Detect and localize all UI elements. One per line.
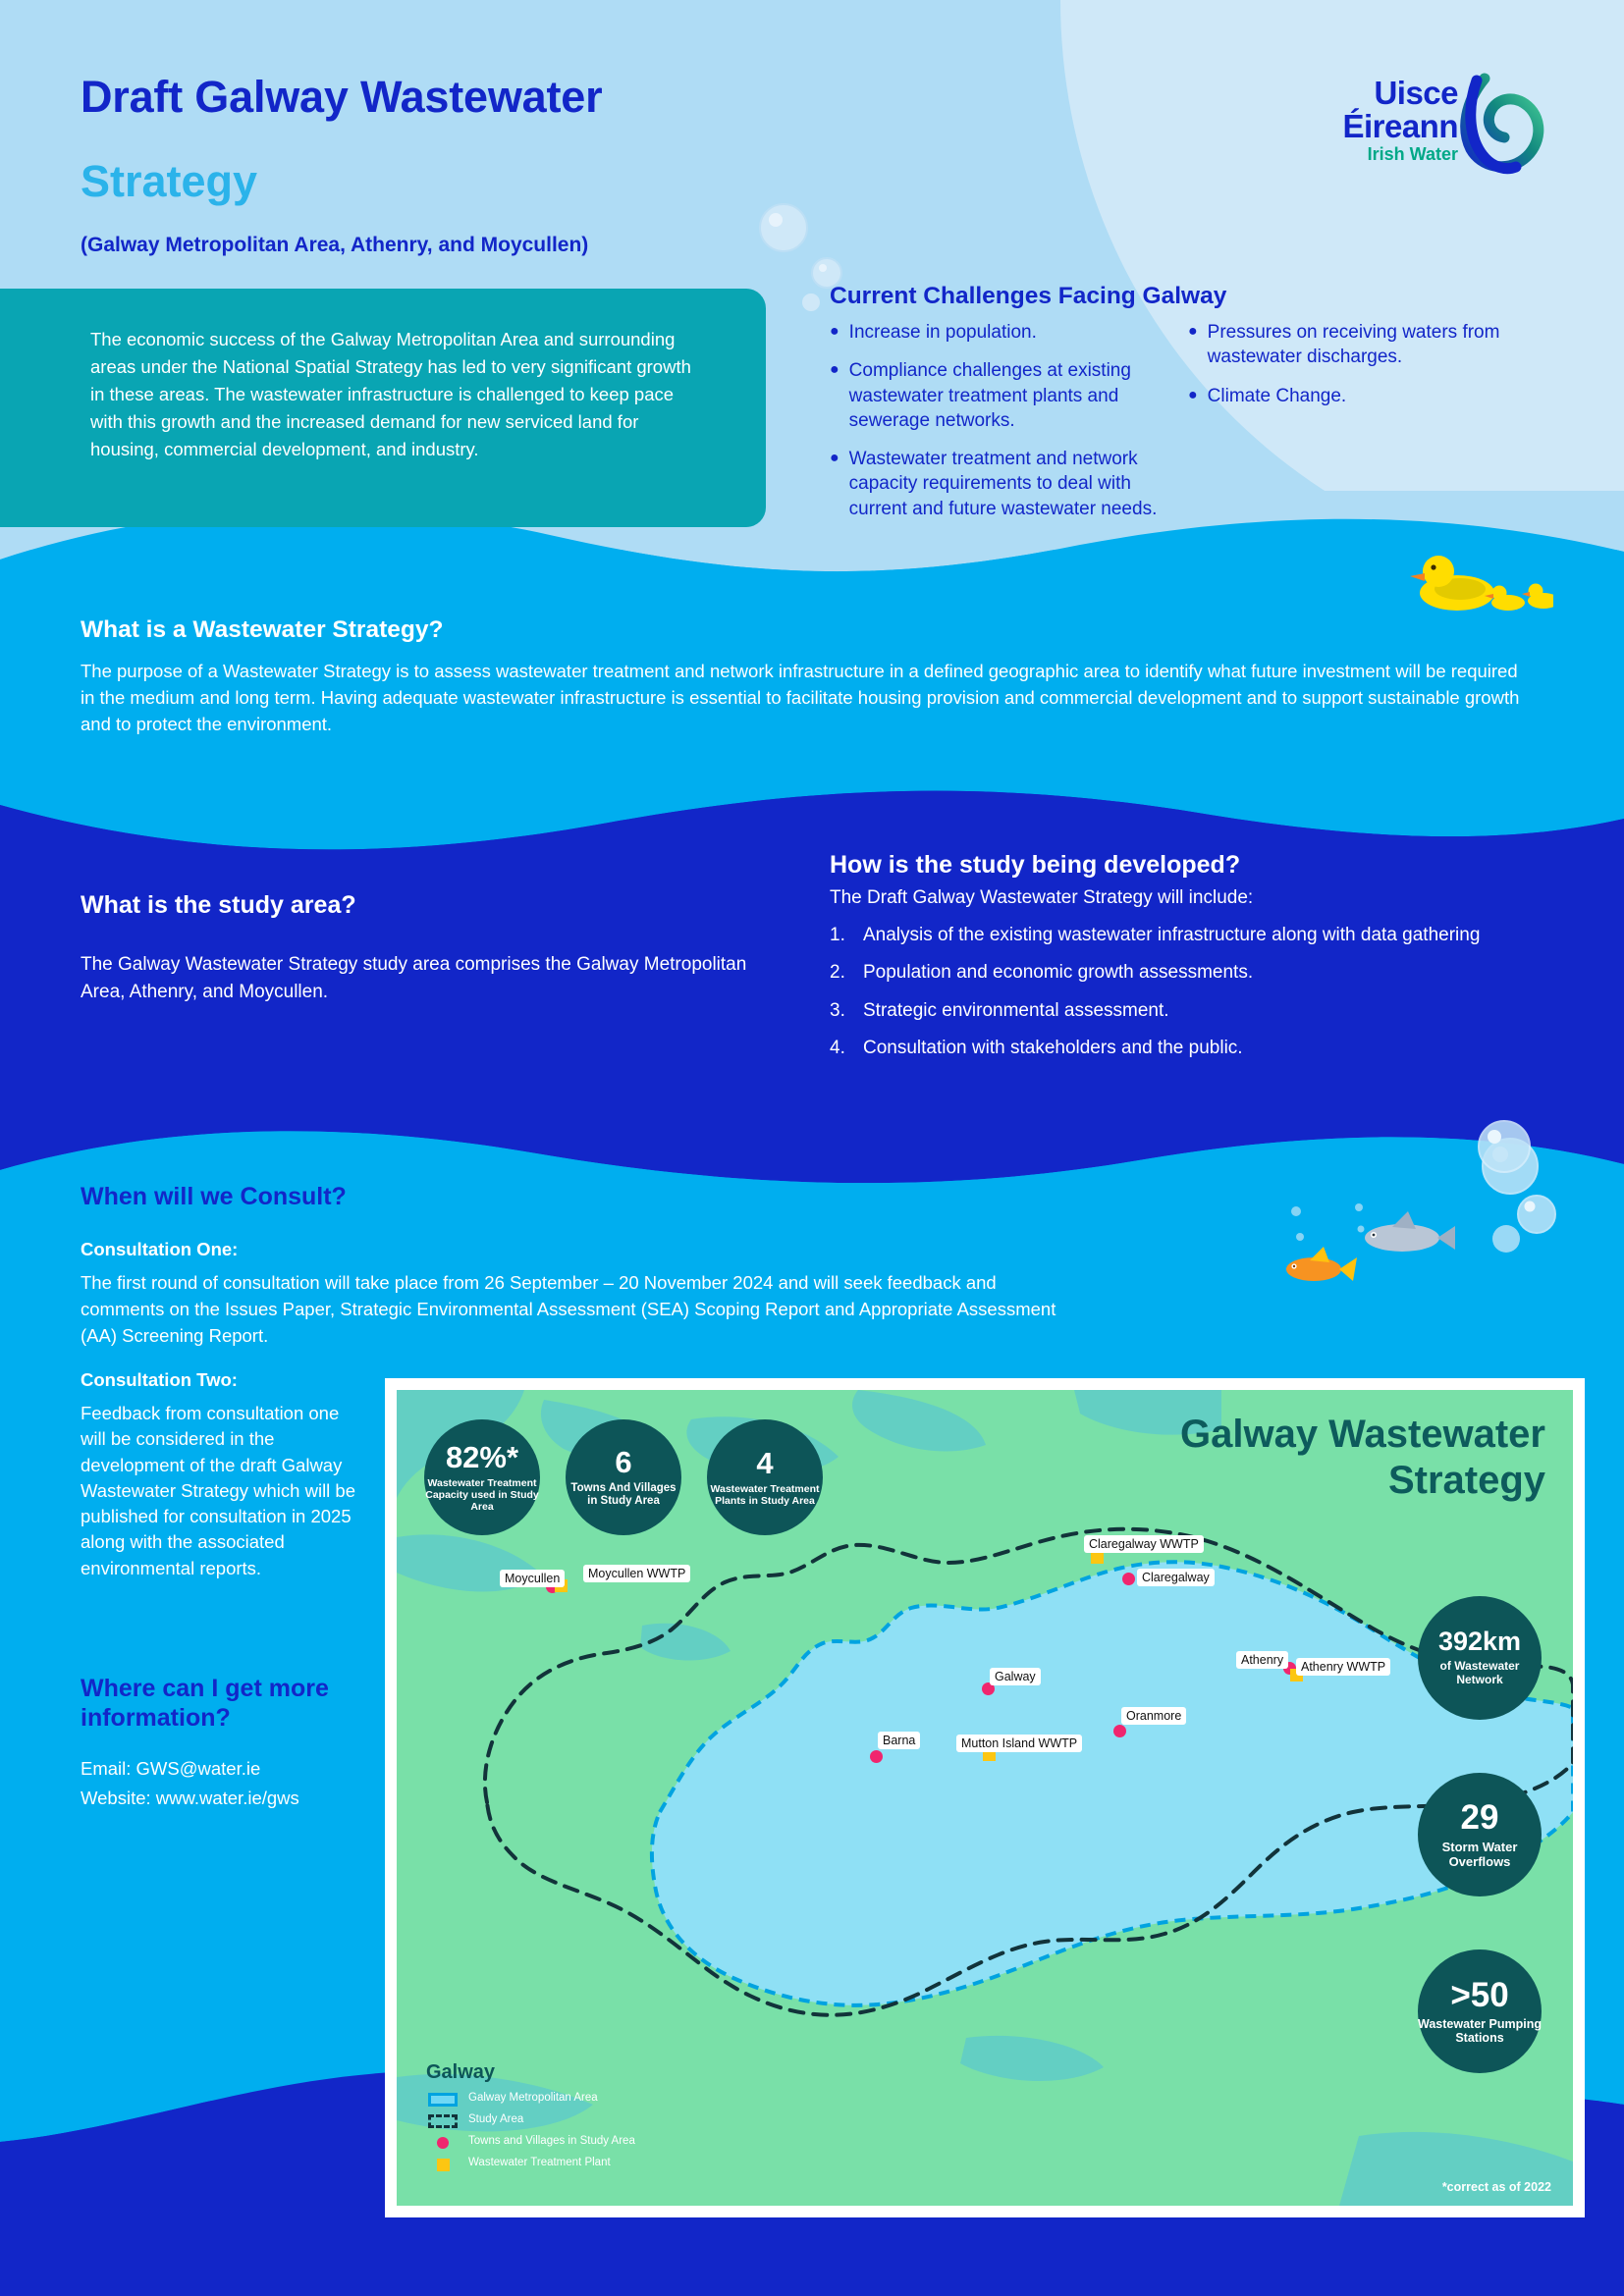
- water-swoosh-icon: [1455, 73, 1545, 179]
- stat-circle-plants: [707, 1419, 823, 1535]
- stat-value: 6: [615, 1444, 632, 1479]
- challenge-item: [1188, 320, 1527, 370]
- stat-circle-capacity: [424, 1419, 540, 1535]
- consultation-two-body: Feedback from consultation one will be considered in the development of the draft Galway Wastewater Strategy which will be published for consultation in 2025 along with the associated environmental reports.: [81, 1403, 356, 1578]
- consultation-one-body: The first round of consultation will take place from 26 September – 20 November 2024 and will seek feedback and comments on the Issues Paper, Strategic Environmental Assessment (SEA) Scoping Report and Appropriate Assessment (AA) Screening Report.: [81, 1272, 1056, 1346]
- map-label-claregalway: Claregalway: [1137, 1569, 1215, 1586]
- map-footnote: *correct as of 2022: [1441, 2180, 1551, 2194]
- map-town-dot[interactable]: [1122, 1573, 1135, 1585]
- map-label-moycullen-wwtp: Moycullen WWTP: [583, 1565, 690, 1582]
- stat-value: 29: [1460, 1797, 1499, 1837]
- uisce-eireann-logo: [1276, 77, 1542, 185]
- map-title: [1180, 1412, 1545, 1504]
- ww-strategy-heading: What is a Wastewater Strategy?: [81, 616, 444, 643]
- bullet-icon: ●: [830, 361, 839, 379]
- legend-item-town: [426, 2135, 672, 2151]
- challenge-item: [830, 447, 1168, 521]
- rubber-duck-icon: [1406, 542, 1553, 620]
- study-area-section: [81, 891, 768, 1005]
- stat-label: Towns And Villages in Study Area: [570, 1481, 677, 1507]
- legend-item-label: Wastewater Treatment Plant: [468, 2157, 611, 2168]
- list-text: Strategic environmental assessment.: [863, 999, 1169, 1021]
- map-label-claregalway-wwtp: Claregalway WWTP: [1084, 1535, 1204, 1553]
- bullet-icon: ●: [1188, 323, 1198, 340]
- list-text: Population and economic growth assessments.: [863, 962, 1254, 984]
- map-panel: [385, 1378, 1585, 2217]
- bubbles-consult-icon: [1463, 1109, 1571, 1227]
- challenges-column-right: [1188, 320, 1527, 535]
- challenges-heading: Current Challenges Facing Galway: [830, 283, 1227, 309]
- more-info-heading: Where can I get more information?: [81, 1675, 329, 1732]
- challenge-item: [830, 320, 1168, 345]
- consultation-section: [81, 1183, 1062, 1349]
- list-number: 3.: [830, 999, 845, 1021]
- map-label-athenry-wwtp: Athenry WWTP: [1296, 1658, 1390, 1676]
- study-area-body: The Galway Wastewater Strategy study area comprises the Galway Metropolitan Area, Athenry, and Moycullen.: [81, 954, 747, 1002]
- map-title-line-2: Strategy: [1387, 1459, 1545, 1503]
- stat-label: of Wastewater Network: [1439, 1659, 1520, 1686]
- how-developed-section: [830, 851, 1576, 1073]
- map-town-dot[interactable]: [1113, 1725, 1126, 1737]
- list-text: Consultation with stakeholders and the public.: [863, 1037, 1243, 1058]
- legend-item-metro: [426, 2092, 672, 2108]
- consultation-two-label: Consultation Two:: [81, 1369, 238, 1390]
- more-information-block: [81, 1674, 375, 1813]
- map-label-galway: Galway: [990, 1668, 1041, 1685]
- legend-item-label: Towns and Villages in Study Area: [468, 2135, 635, 2147]
- stat-circle-overflows: [1418, 1773, 1542, 1896]
- challenge-text: Increase in population.: [848, 322, 1037, 343]
- consultation-two-block: [81, 1369, 365, 1581]
- consultation-one-label: Consultation One:: [81, 1239, 239, 1259]
- map-town-dot[interactable]: [870, 1750, 883, 1763]
- current-challenges-section: [830, 283, 1576, 535]
- map-label-oranmore: Oranmore: [1121, 1707, 1186, 1725]
- list-number: 2.: [830, 962, 845, 984]
- study-area-heading: What is the study area?: [81, 891, 356, 919]
- stat-label: Wastewater Pumping Stations: [1418, 2016, 1542, 2045]
- challenges-column-left: [830, 320, 1168, 535]
- legend-metro-swatch-icon: [426, 2092, 460, 2108]
- more-info-email[interactable]: Email: GWS@water.ie: [81, 1758, 261, 1779]
- bullet-icon: ●: [1188, 386, 1198, 403]
- stat-value: 82%*: [445, 1439, 519, 1474]
- stat-circle-network: [1418, 1596, 1542, 1720]
- map-label-mutton-island-wwtp: Mutton Island WWTP: [956, 1735, 1082, 1752]
- challenge-text: Pressures on receiving waters from wastewater discharges.: [1207, 322, 1500, 368]
- legend-town-dot-icon: [426, 2135, 460, 2151]
- stat-label: Wastewater Treatment Plants in Study Area: [710, 1482, 820, 1507]
- logo-line-3: Irish Water: [1367, 144, 1458, 165]
- stat-label: Storm Water Overflows: [1441, 1839, 1518, 1869]
- challenge-text: Climate Change.: [1207, 385, 1347, 406]
- how-developed-item: [830, 998, 1576, 1023]
- more-info-website[interactable]: Website: www.water.ie/gws: [81, 1787, 299, 1808]
- legend-wwtp-square-icon: [426, 2157, 460, 2172]
- challenge-text: Wastewater treatment and network capacity requirements to deal with current and future wastewater needs.: [848, 449, 1158, 519]
- stat-label: Wastewater Treatment Capacity used in Study Area: [425, 1476, 539, 1514]
- map-canvas[interactable]: [397, 1390, 1573, 2206]
- stat-value: 4: [756, 1445, 774, 1480]
- map-label-barna: Barna: [878, 1732, 920, 1749]
- map-title-line-1: Galway Wastewater: [1179, 1413, 1545, 1456]
- map-label-athenry: Athenry: [1236, 1651, 1288, 1669]
- consultation-heading: When will we Consult?: [81, 1183, 347, 1210]
- how-developed-item: [830, 923, 1576, 947]
- wastewater-strategy-section: [81, 616, 1534, 738]
- intro-text: The economic success of the Galway Metropolitan Area and surrounding areas under the National Spatial Strategy has led to very significant growth in these areas. The wastewater infrastructure is challenged to keep pace with this growth and the increased demand for new serviced land for housing, commercial development, and industry.: [90, 329, 691, 460]
- logo-wordmark: [1276, 77, 1458, 166]
- bullet-icon: ●: [830, 323, 839, 340]
- map-label-moycullen: Moycullen: [500, 1570, 565, 1587]
- legend-item-label: Study Area: [468, 2113, 524, 2125]
- intro-callout-box: [0, 289, 766, 527]
- how-developed-item: [830, 1036, 1576, 1060]
- legend-study-swatch-icon: [426, 2113, 460, 2129]
- map-legend: [426, 2061, 672, 2178]
- how-developed-heading: How is the study being developed?: [830, 851, 1241, 879]
- ww-strategy-body: The purpose of a Wastewater Strategy is to assess wastewater treatment and network infrastructure in a defined geographic area to identify what future investment will be required in the medium and long term. Having adequate wastewater infrastructure is essential to facilitate housing provision and commercial development and to support sustainable growth and to protect the environment.: [81, 661, 1520, 735]
- logo-line-1: Uisce: [1374, 75, 1458, 111]
- challenge-text: Compliance challenges at existing wastewater treatment plants and sewerage networks.: [848, 360, 1131, 431]
- how-developed-lead: The Draft Galway Wastewater Strategy will include:: [830, 887, 1254, 908]
- list-number: 1.: [830, 925, 845, 945]
- challenge-item: [1188, 384, 1527, 408]
- legend-item-wwtp: [426, 2157, 672, 2172]
- legend-item-label: Galway Metropolitan Area: [468, 2092, 598, 2104]
- stat-circle-pumping: [1418, 1949, 1542, 2073]
- legend-item-study: [426, 2113, 672, 2129]
- logo-line-2: Éireann: [1342, 107, 1458, 144]
- legend-heading: Galway: [426, 2061, 496, 2083]
- how-developed-item: [830, 960, 1576, 985]
- bullet-icon: ●: [830, 450, 839, 467]
- page-subtitle: (Galway Metropolitan Area, Athenry, and Moycullen): [81, 234, 589, 256]
- stat-value: >50: [1450, 1975, 1509, 2014]
- challenge-item: [830, 358, 1168, 433]
- stat-value: 392km: [1437, 1627, 1522, 1657]
- stat-circle-towns: [566, 1419, 681, 1535]
- page-title-line-1: Draft Galway Wastewater: [81, 72, 603, 122]
- list-number: 4.: [830, 1037, 845, 1058]
- list-text: Analysis of the existing wastewater infrastructure along with data gathering: [863, 925, 1481, 945]
- page-title-line-2: Strategy: [81, 156, 258, 206]
